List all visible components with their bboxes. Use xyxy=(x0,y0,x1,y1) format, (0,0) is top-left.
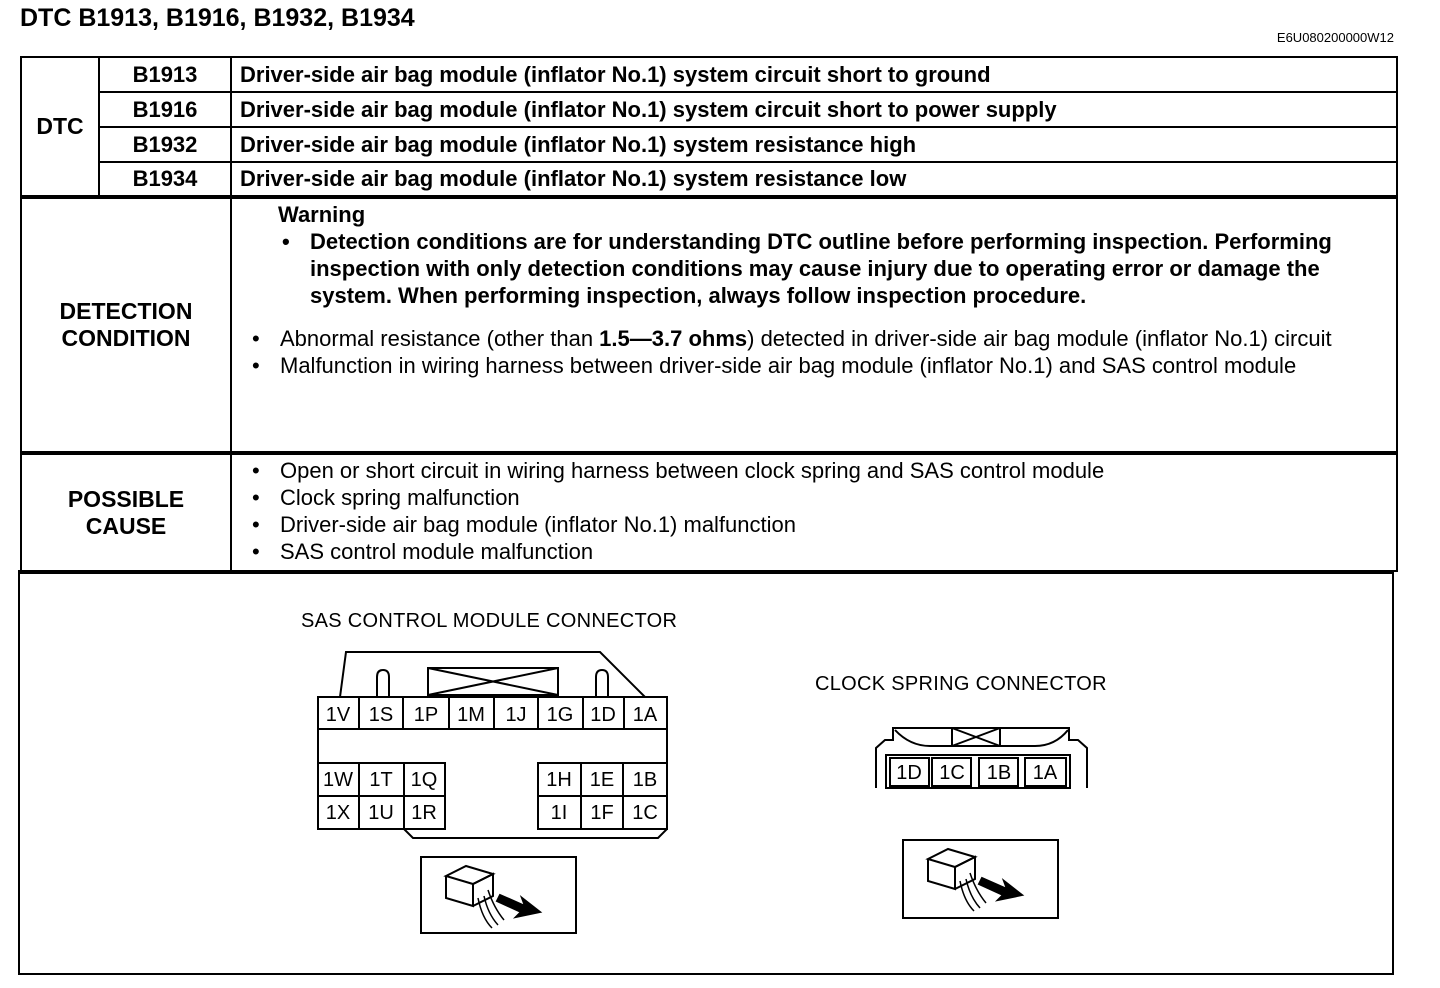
detection-item: • Malfunction in wiring harness between driver-side air bag module (inflator No.1) and SAS control module xyxy=(248,352,1386,379)
dtc-code: B1916 xyxy=(99,92,231,127)
detection-item: • Abnormal resistance (other than 1.5—3.7 ohms) detected in driver-side air bag module (inflator No.1) circuit xyxy=(248,325,1386,352)
detection-header-line1: DETECTION xyxy=(59,298,193,324)
dtc-description: Driver-side air bag module (inflator No.1) system circuit short to ground xyxy=(231,57,1397,92)
resistance-range: 1.5—3.7 ohms xyxy=(599,326,748,351)
pin-label: 1S xyxy=(368,704,394,726)
warning-item: • Detection conditions are for understanding DTC outline before performing inspection. Performing inspection with only detection conditions may cause injury due to operating error or damage the system. When performing inspection, always follow inspection procedure. xyxy=(278,228,1386,309)
pin-label: 1G xyxy=(546,704,574,726)
pin-label: 1E xyxy=(589,769,615,791)
clock-spring-pin-labels xyxy=(896,762,1058,784)
pin-label: 1R xyxy=(411,802,437,824)
cause-item: • Open or short circuit in wiring harness between clock spring and SAS control module xyxy=(248,457,1386,484)
cause-header-line2: CAUSE xyxy=(85,512,167,539)
dtc-description: Driver-side air bag module (inflator No.1) system resistance low xyxy=(231,162,1397,197)
cause-item: • Driver-side air bag module (inflator No.1) malfunction xyxy=(248,511,1386,538)
pin-label: 1F xyxy=(590,802,614,824)
cause-item: • SAS control module malfunction xyxy=(248,538,1386,565)
dtc-description: Driver-side air bag module (inflator No.1) system resistance high xyxy=(231,127,1397,162)
clock-spring-connector-label: CLOCK SPRING CONNECTOR xyxy=(815,673,1107,695)
clock-spring-inspection-icon xyxy=(903,840,1058,918)
pin-label: 1A xyxy=(1032,762,1058,784)
cause-header-line1: POSSIBLE xyxy=(67,485,185,512)
pin-label: 1X xyxy=(325,802,351,824)
pin-label: 1B xyxy=(632,769,658,791)
dtc-description: Driver-side air bag module (inflator No.1) system circuit short to power supply xyxy=(231,92,1397,127)
page-title: DTC B1913, B1916, B1932, B1934 xyxy=(20,4,415,32)
pin-label: 1M xyxy=(457,704,485,726)
pin-label: 1T xyxy=(369,769,393,791)
sas-connector-inspection-icon xyxy=(421,857,576,933)
pin-label: 1U xyxy=(368,802,394,824)
pin-label: 1D xyxy=(590,704,616,726)
pin-label: 1Q xyxy=(410,769,438,791)
pin-label: 1I xyxy=(550,802,568,824)
pin-label: 1B xyxy=(986,762,1012,784)
pin-label: 1W xyxy=(323,769,353,791)
cause-item: • Clock spring malfunction xyxy=(248,484,1386,511)
dtc-header: DTC xyxy=(21,57,99,197)
pin-label: 1P xyxy=(413,704,439,726)
dtc-code: B1913 xyxy=(99,57,231,92)
warning-title: Warning xyxy=(278,202,366,227)
pin-label: 1V xyxy=(325,704,351,726)
document-id: E6U080200000W12 xyxy=(1276,30,1394,45)
sas-connector-label: SAS CONTROL MODULE CONNECTOR xyxy=(301,610,678,632)
dtc-code: B1934 xyxy=(99,162,231,197)
detection-header-line2: CONDITION xyxy=(61,325,191,351)
pin-label: 1J xyxy=(505,704,527,726)
pin-label: 1C xyxy=(939,762,965,784)
pin-label: 1C xyxy=(632,802,658,824)
pin-label: 1H xyxy=(546,769,572,791)
pin-label: 1D xyxy=(896,762,922,784)
dtc-code: B1932 xyxy=(99,127,231,162)
pin-label: 1A xyxy=(632,704,658,726)
